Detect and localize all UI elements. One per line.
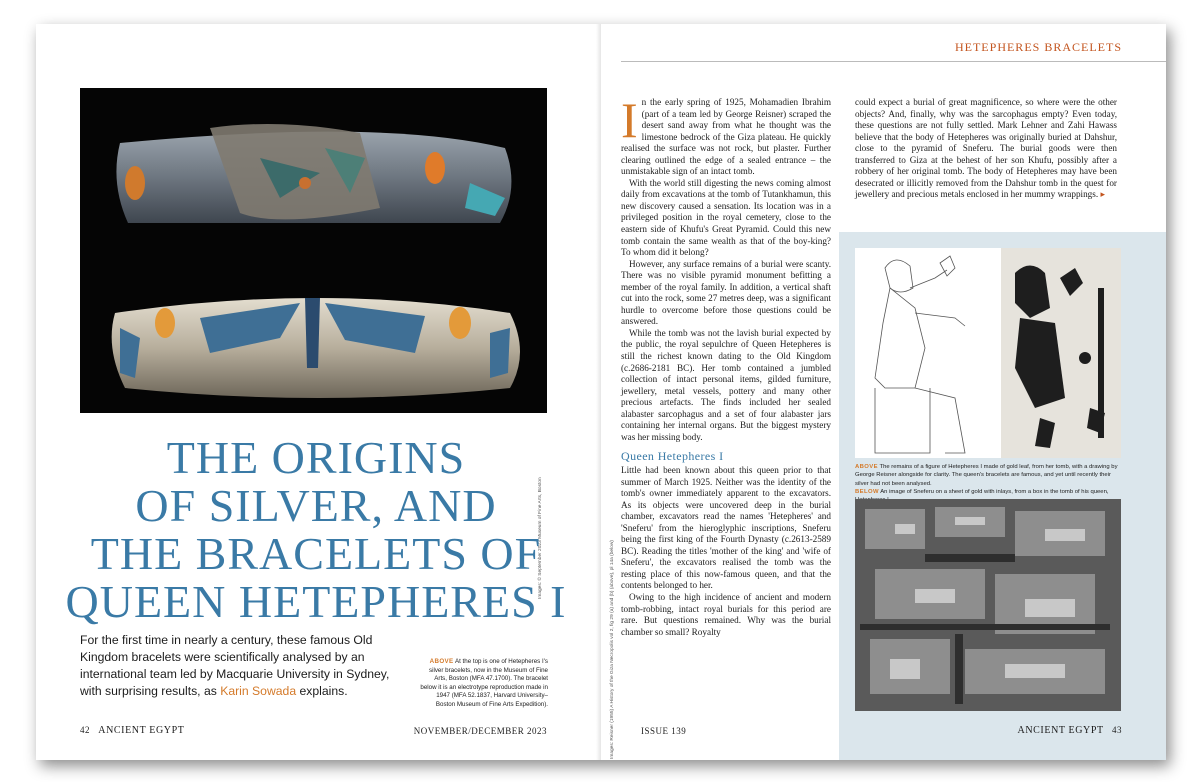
paragraph-text: could expect a burial of great magnificence, so where were the other objects? And, finally, why was the sarcophagus empty? Even today, these questions are not fully settled. Mark Lehner and Zahi Hawass believe that the body of Hetepheres was originally buried at Dahshur, close to the pyramid of Sneferu. The burial goods were then transferred to Giza at the behest of her son Khufu, possibly after a robbery of her original tomb. The body of Hetepheres may have been desecrated or illicitly removed from the Dahshur tomb in the quest for jewellery and precious metals enclosed in her mummy wrappings.: [855, 97, 1117, 200]
caption-text-above: The remains of a figure of Hetepheres I made of gold leaf, from her tomb, with a drawing by George Reisner alongside for clarity. The queen's bracelets are famous, and yet until recently their silver had not been analysed.: [855, 464, 1118, 487]
paragraph: [621, 92, 831, 178]
magazine-name: ANCIENT EGYPT: [98, 725, 185, 736]
folio-right: [1018, 725, 1122, 736]
sneferu-gold-sheet-image: [855, 499, 1121, 711]
caption-label-below: BELOW: [855, 488, 879, 495]
issue-date: NOVEMBER/DECEMBER 2023: [413, 726, 547, 736]
paragraph: With the world still digesting the news coming almost daily from excavations at the tomb of Tutankhamun, this new discovery caused a sensation. Its location was in a privileged position in the royal cemetery, close to the eastern side of Khufu's Great Pyramid. Could this new tomb contain the same wealth as that of the boy-king? To whom did it belong?: [621, 177, 831, 258]
standfirst-text: For the first time in nearly a century, these famous Old Kingdom bracelets were scientifically analysed by an international team led by Macquarie University in Sydney, with surprising results, as: [80, 633, 390, 698]
folio-left: [80, 725, 184, 736]
standfirst-end: explains.: [296, 684, 348, 698]
title-line: OF SILVER, AND: [135, 480, 497, 531]
paragraph-text: n the early spring of 1925, Mohamadien Ibrahim (part of a team led by George Reisner) scraped the desert sand away from what he thought was the limestone bedrock of the Giza plateau. He quickly realised the surface was not rock, but plaster. Further clearing outlined the edge of a sealed entrance – the unmistakable sign of an intact tomb.: [621, 97, 831, 177]
caption-label: ABOVE: [429, 658, 454, 665]
standfirst: [80, 632, 410, 700]
text-column-2: [855, 97, 1117, 201]
photo-caption: [420, 658, 548, 710]
bracelets-photo: [80, 88, 547, 413]
image-credit-left: Images: © September 2023 Museum of Fine Arts, Boston: [538, 477, 543, 599]
drop-cap: I: [621, 92, 638, 148]
caption-label-above: ABOVE: [855, 464, 878, 470]
paragraph: Owing to the high incidence of ancient and modern tomb-robbing, intact royal burials for this period are rare. But questions remained. Why was the burial chamber so small? Royalty: [621, 591, 831, 637]
header-rule: [621, 61, 1166, 62]
paragraph: However, any surface remains of a burial were scanty. There was no visible pyramid monument befitting a member of the royal family. In addition, a vertical shaft cut into the rock, some 27 metres deep, was a significant hurdle to overcome before those questions could be answered.: [621, 258, 831, 327]
text-column-1: [621, 92, 831, 638]
section-subhead: Queen Hetepheres I: [621, 449, 724, 464]
left-page: [36, 24, 601, 760]
hetepheres-figure-image: [855, 248, 1121, 458]
title-line: THE BRACELETS OF: [90, 528, 542, 579]
paragraph: While the tomb was not the lavish burial expected by the public, the royal sepulchre of Queen Hetepheres is still the richest known dating to the Old Kingdom (c.2686-2181 BC). Her tomb contained a jumbled collection of intact personal items, gilded furniture, jewellery, metal vessels, pottery and many other precious artefacts. The finds included her sealed alabaster sarcophagus and a set of four alabaster jars containing her internal organs. But the biggest mystery was her missing body.: [621, 327, 831, 442]
paragraph: Little had been known about this queen prior to that summer of March 1925. Neither was the identity of the tomb's owner immediately apparent to the excavators. As its objects were uncovered deep in the burial chamber, excavators read the names 'Hetepheres' and 'Sneferu' from the hieroglyphic inscriptions, Sneferu being the first king of the Fourth Dynasty (c.2613-2589 BC). Reading the titles 'mother of the king' and 'wife of Sneferu', the excavators realised the tomb was the resting place of this now-famous queen, and that the contents belonged to her.: [621, 464, 831, 591]
end-mark-icon: ▸: [1100, 189, 1106, 200]
running-head: HETEPHERES BRACELETS: [954, 40, 1122, 54]
caption-text-below: An image of Sneferu on a sheet of gold with inlays, from a box in the tomb of his queen,: [880, 488, 1109, 495]
article-title: [56, 434, 576, 626]
caption-text: At the top is one of Hetepheres I's silver bracelets, now in the Museum of Fine Arts, Boston (MFA 47.1700). The bracelet below it is an electrotype reproduction made in 1947 (MFA 52.1837, Harvard University–Boston Museum of Fine Arts Expedition).: [420, 658, 548, 708]
right-page: [601, 24, 1166, 760]
paragraph: [855, 97, 1117, 201]
author-name: Karin Sowada: [220, 684, 297, 698]
page-number: 42: [80, 725, 90, 735]
title-line: QUEEN HETEPHERES I: [65, 576, 567, 627]
title-line: THE ORIGINS: [166, 432, 466, 483]
magazine-name: ANCIENT EGYPT: [1017, 725, 1104, 736]
page-number: 43: [1112, 725, 1122, 735]
image-credit-right: Images: Reisner (1955) A History of the Giza Necropolis vol 2, fig 29 (a) and (b) (above), pl 14a (below): [610, 540, 615, 759]
issue-number: ISSUE 139: [641, 726, 687, 736]
